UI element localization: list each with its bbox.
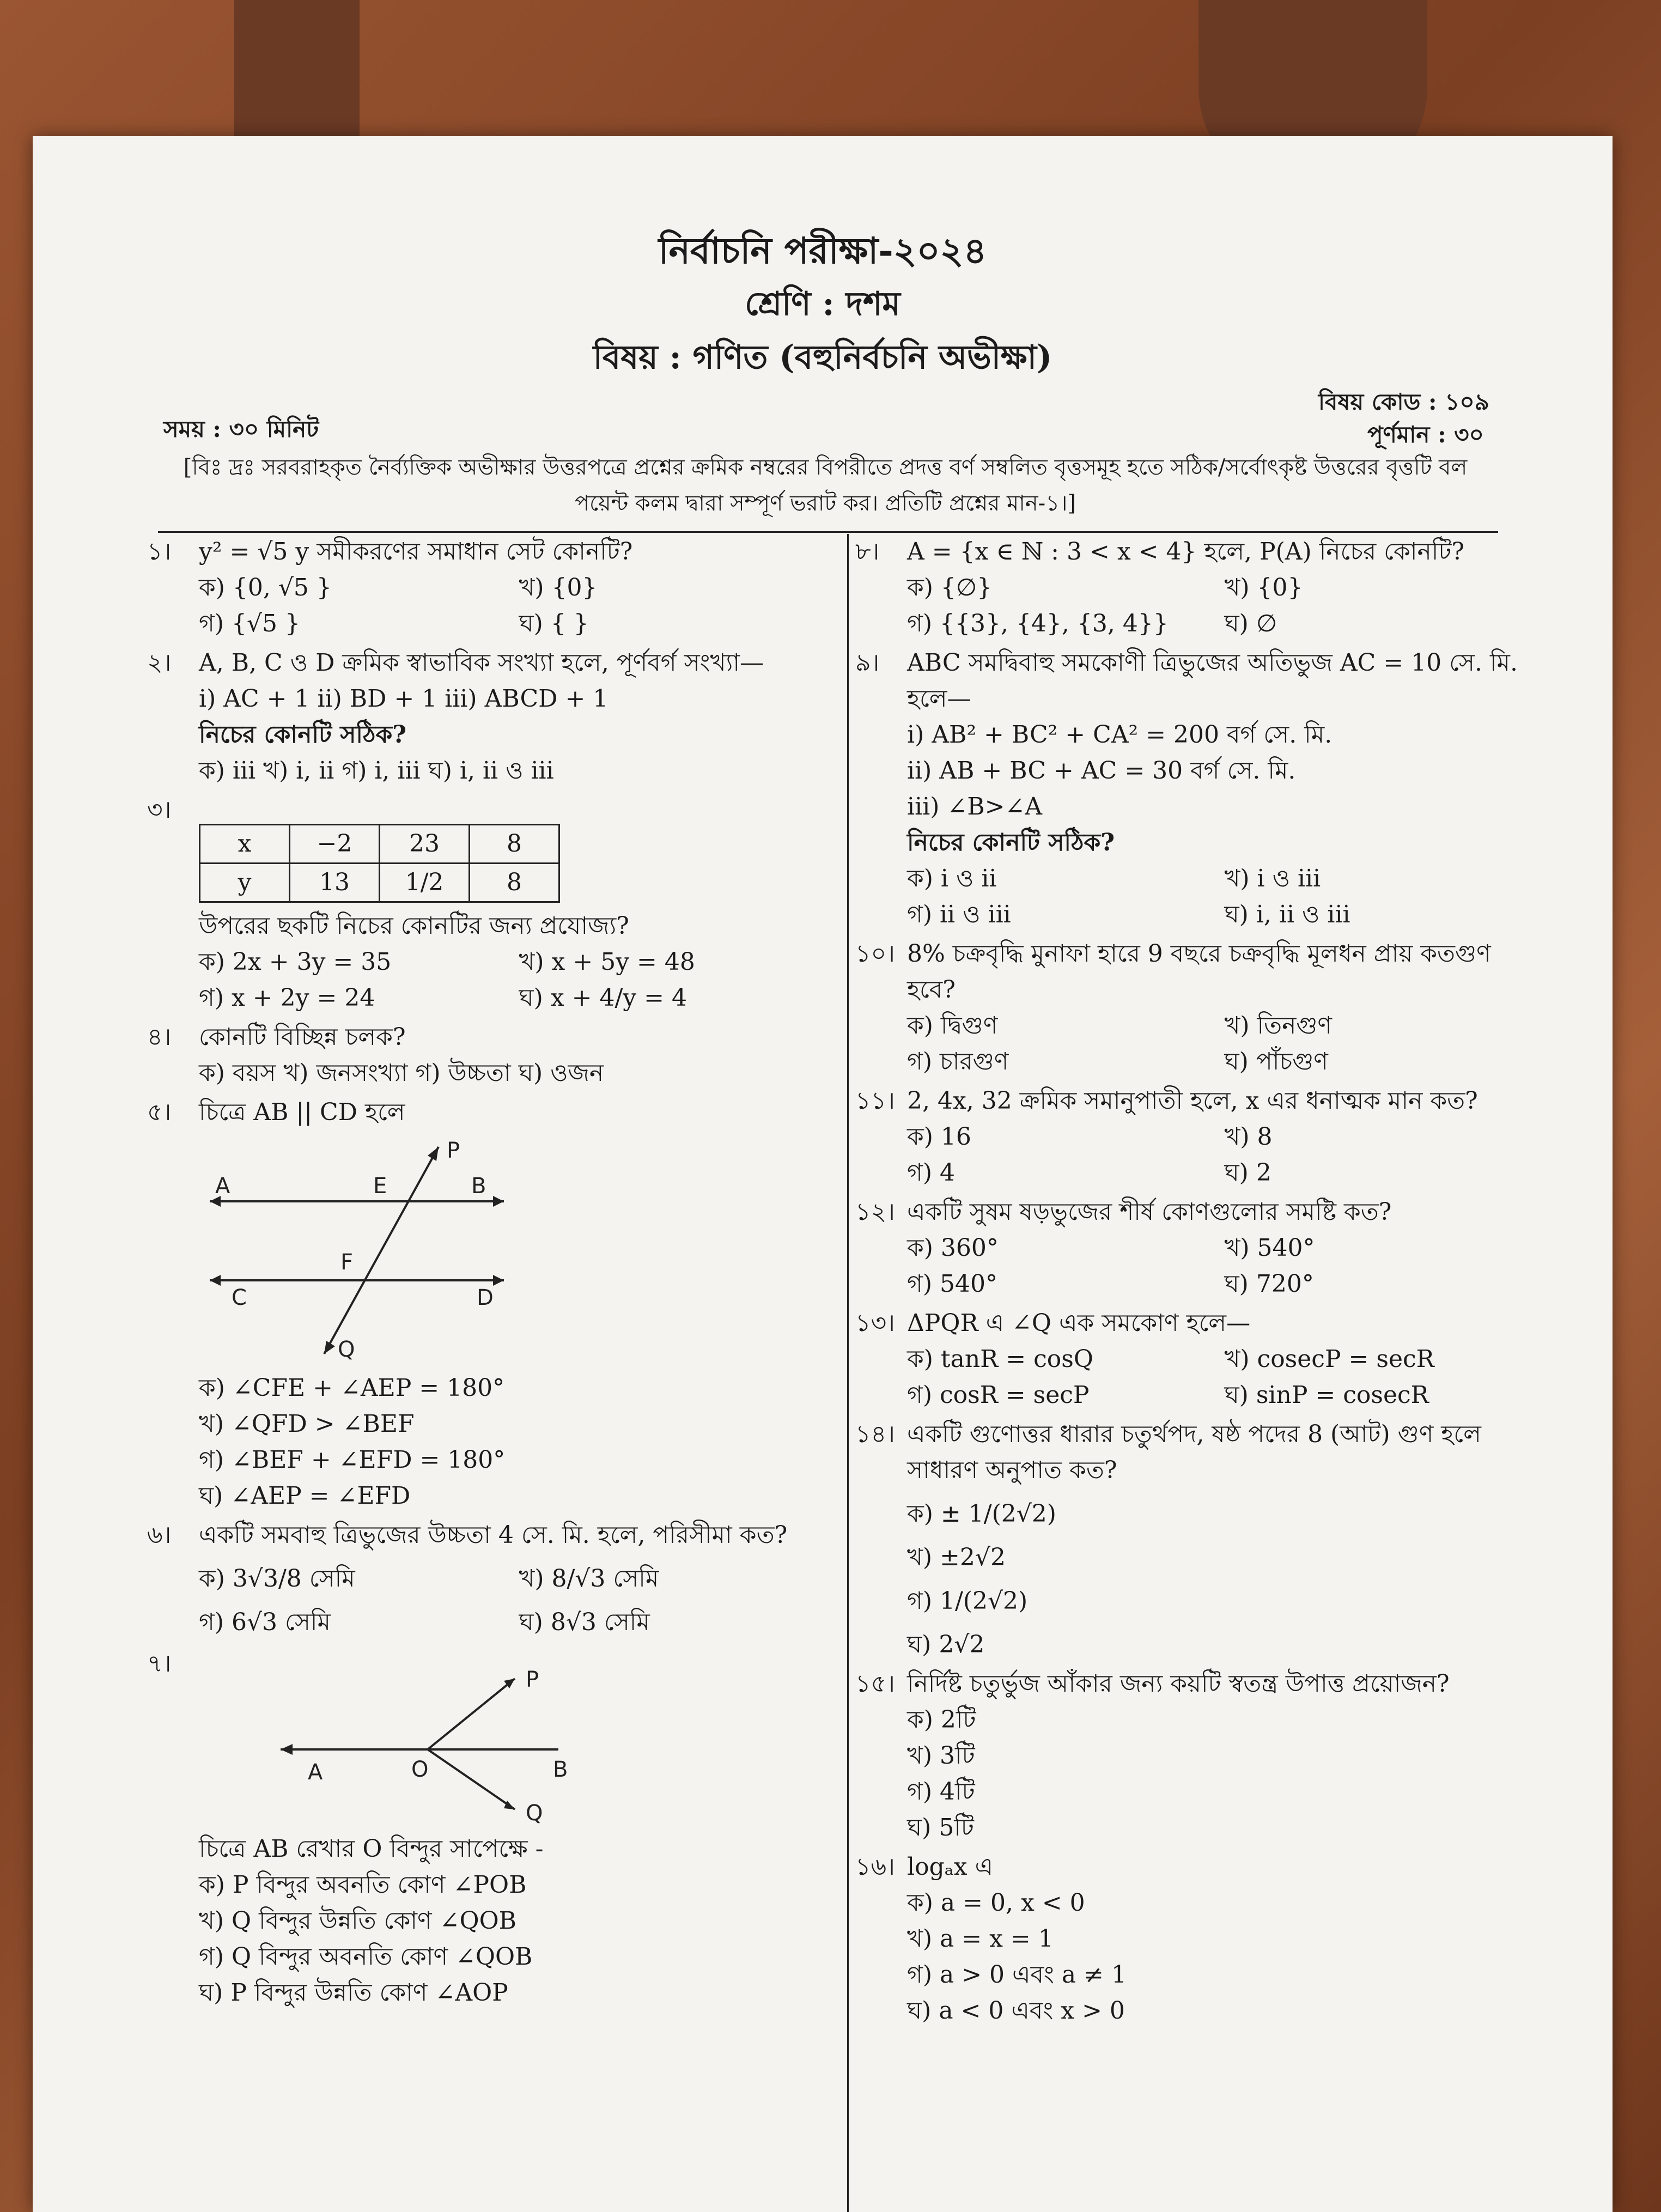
label-p: P [447, 1138, 460, 1163]
left-column [147, 534, 839, 2014]
options-line: ক) বয়স খ) জনসংখ্যা গ) উচ্চতা ঘ) ওজন [199, 1059, 604, 1087]
option-d: ঘ) P বিন্দুর উন্নতি কোণ ∠AOP [199, 1979, 508, 2007]
option-a: ক) দ্বিগুণ [907, 1012, 998, 1040]
options-line: ক) iii খ) i, ii গ) i, iii ঘ) i, ii ও iii [199, 757, 554, 785]
question-text: চিত্রে AB রেখার O বিন্দুর সাপেক্ষে - [199, 1835, 544, 1863]
option-b: খ) ±2√2 [907, 1543, 1006, 1571]
question-text: 8% চক্রবৃদ্ধি মুনাফা হারে 9 বছরে চক্রবৃদ্ধি মূলধন প্রায় কতগুণ হবে? [907, 940, 1491, 1004]
question-14 [855, 1417, 1542, 1663]
question-number: ১২। [855, 1198, 895, 1226]
option-c: গ) চারগুণ [907, 1048, 1009, 1075]
question-number: ৮। [855, 538, 880, 566]
option-d: ঘ) a < 0 এবং x > 0 [907, 1997, 1125, 2025]
option-a: ক) tanR = cosQ [907, 1345, 1093, 1373]
question-text: চিত্রে AB || CD হলে [199, 1098, 405, 1126]
question-text: logₐx এ [907, 1853, 993, 1881]
option-d: ঘ) 5টি [907, 1814, 974, 1842]
option-c: গ) ∠BEF + ∠EFD = 180° [199, 1446, 506, 1474]
question-7 [147, 1646, 839, 2011]
option-b: খ) 8 [1224, 1123, 1273, 1151]
option-d: ঘ) { } [519, 610, 589, 637]
right-column [855, 534, 1542, 2032]
label-e: E [373, 1174, 387, 1199]
statement-i: i) AB² + BC² + CA² = 200 বর্গ সে. মি. [907, 721, 1333, 749]
option-c: গ) a > 0 এবং a ≠ 1 [907, 1961, 1127, 1989]
option-a: ক) ∠CFE + ∠AEP = 180° [199, 1374, 505, 1402]
label-q: Q [338, 1337, 355, 1362]
option-a: ক) 16 [907, 1123, 971, 1151]
option-c: গ) x + 2y = 24 [199, 984, 375, 1012]
option-a: ক) 3√3/8 সেমি [199, 1565, 355, 1593]
option-d: ঘ) ∅ [1224, 610, 1277, 637]
option-c: গ) 6√3 সেমি [199, 1608, 331, 1636]
option-c: গ) ii ও iii [907, 901, 1011, 928]
table-cell: y [200, 864, 290, 902]
table-cell: x [200, 825, 290, 864]
table-cell: 8 [470, 825, 559, 864]
option-d: ঘ) x + 4/y = 4 [519, 984, 687, 1012]
option-d: ঘ) 2 [1224, 1159, 1271, 1187]
question-number: ১৩। [855, 1309, 895, 1337]
option-c: গ) 540° [907, 1270, 997, 1298]
option-a: ক) 360° [907, 1234, 999, 1262]
option-c: গ) Q বিন্দুর অবনতি কোণ ∠QOB [199, 1943, 533, 1971]
question-2 [147, 645, 839, 789]
label-f: F [340, 1250, 354, 1275]
option-b: খ) {0} [1224, 574, 1303, 601]
question-text: একটি সমবাহু ত্রিভুজের উচ্চতা 4 সে. মি. হলে, পরিসীমা কত? [199, 1521, 788, 1549]
option-d: ঘ) 720° [1224, 1270, 1314, 1298]
question-text: ABC সমদ্বিবাহু সমকোণী ত্রিভুজের অতিভুজ AC = 10 সে. মি. হলে— [907, 649, 1518, 713]
question-8 [855, 534, 1542, 642]
question-15 [855, 1666, 1542, 1846]
statements: i) AC + 1 ii) BD + 1 iii) ABCD + 1 [199, 685, 609, 713]
header-divider [158, 531, 1498, 533]
label-b: B [471, 1174, 486, 1199]
label-q: Q [526, 1801, 543, 1826]
option-b: খ) cosecP = secR [1224, 1345, 1434, 1373]
option-d: ঘ) sinP = cosecR [1224, 1381, 1429, 1409]
option-a: ক) ± 1/(2√2) [907, 1500, 1056, 1528]
label-o: O [411, 1757, 429, 1782]
option-d: ঘ) i, ii ও iii [1224, 901, 1350, 928]
exam-title: নির্বাচনি পরীক্ষা-২০২৪ [658, 229, 987, 272]
option-a: ক) a = 0, x < 0 [907, 1889, 1085, 1917]
question-number: ১৪। [855, 1420, 895, 1448]
label-a: A [215, 1174, 230, 1199]
question-13 [855, 1305, 1542, 1413]
option-b: খ) i ও iii [1224, 865, 1321, 892]
label-a: A [308, 1760, 323, 1785]
label-b: B [553, 1757, 568, 1782]
question-text: নির্দিষ্ট চতুর্ভুজ আঁকার জন্য কয়টি স্বতন্ত্র উপাত্ত প্রয়োজন? [907, 1670, 1450, 1698]
question-number: ৪। [147, 1023, 172, 1051]
question-text: একটি সুষম ষড়ভুজের শীর্ষ কোণগুলোর সমষ্টি কত? [907, 1198, 1392, 1226]
question-number: ৭। [147, 1650, 172, 1678]
question-number: ১৬। [855, 1853, 895, 1881]
question-text: 2, 4x, 32 ক্রমিক সমানুপাতী হলে, x এর ধনাত্মক মান কত? [907, 1087, 1478, 1115]
question-number: ১১। [855, 1087, 895, 1115]
question-ask: নিচের কোনটি সঠিক? [199, 721, 407, 749]
table-cell: 8 [470, 864, 559, 902]
label-p: P [526, 1667, 539, 1692]
question-text: A = {x ∈ ℕ : 3 < x < 4} হলে, P(A) নিচের কোনটি? [907, 538, 1464, 566]
question-3 [147, 792, 839, 1016]
option-b: খ) 3টি [907, 1742, 975, 1770]
question-number: ৯। [855, 649, 880, 677]
option-c: গ) {√5 } [199, 610, 300, 637]
question-6 [147, 1517, 839, 1640]
question-text: কোনটি বিচ্ছিন্ন চলক? [199, 1023, 406, 1051]
question-text: ΔPQR এ ∠Q এক সমকোণ হলে— [907, 1309, 1251, 1337]
subject-code: বিষয় কোড : ১০৯ [1318, 388, 1489, 415]
exam-paper [33, 136, 1613, 2212]
question-number: ৬। [147, 1521, 172, 1549]
question-10 [855, 936, 1542, 1080]
question-number: ১। [147, 538, 172, 566]
question-number: ৩। [147, 796, 172, 824]
full-marks: পূর্ণমান : ৩০ [1367, 421, 1484, 448]
elevation-angle-diagram [199, 1646, 591, 1826]
option-a: ক) P বিন্দুর অবনতি কোণ ∠POB [199, 1871, 527, 1899]
question-4 [147, 1019, 839, 1091]
label-c: C [232, 1285, 247, 1310]
statement-ii: ii) AB + BC + AC = 30 বর্গ সে. মি. [907, 757, 1296, 785]
question-text: উপরের ছকটি নিচের কোনটির জন্য প্রযোজ্য? [199, 912, 629, 940]
option-a: ক) 2x + 3y = 35 [199, 948, 392, 976]
column-divider [847, 534, 849, 2212]
option-b: খ) 8/√3 সেমি [519, 1565, 659, 1593]
option-d: ঘ) 8√3 সেমি [519, 1608, 650, 1636]
option-b: খ) 540° [1224, 1234, 1315, 1262]
class-line: শ্রেণি : দশম [745, 285, 901, 323]
option-d: ঘ) পাঁচগুণ [1224, 1048, 1328, 1075]
option-a: ক) {∅} [907, 574, 993, 601]
option-b: খ) x + 5y = 48 [519, 948, 695, 976]
option-b: খ) a = x = 1 [907, 1925, 1054, 1953]
option-c: গ) 4টি [907, 1778, 975, 1806]
question-number: ২। [147, 649, 172, 677]
time-label: সময় : ৩০ মিনিট [163, 416, 319, 442]
question-5 [147, 1095, 839, 1514]
statement-iii: iii) ∠B>∠A [907, 793, 1043, 821]
option-c: গ) {{3}, {4}, {3, 4}} [907, 610, 1169, 637]
question-ask: নিচের কোনটি সঠিক? [907, 829, 1115, 856]
table-cell: −2 [290, 825, 380, 864]
option-b: খ) তিনগুণ [1224, 1012, 1333, 1040]
question-text: একটি গুণোত্তর ধারার চতুর্থপদ, ষষ্ঠ পদের 8 (আট) গুণ হলে সাধারণ অনুপাত কত? [907, 1420, 1481, 1484]
option-b: খ) Q বিন্দুর উন্নতি কোণ ∠QOB [199, 1907, 516, 1935]
question-text: A, B, C ও D ক্রমিক স্বাভাবিক সংখ্যা হলে, পূর্ণবর্গ সংখ্যা— [199, 649, 764, 677]
question-number: ১৫। [855, 1670, 895, 1698]
table-cell: 1/2 [380, 864, 470, 902]
option-c: গ) cosR = secP [907, 1381, 1090, 1409]
question-9 [855, 645, 1542, 933]
option-a: ক) 2টি [907, 1706, 976, 1734]
data-table [199, 824, 560, 903]
label-d: D [477, 1285, 494, 1310]
option-a: ক) {0, √5 } [199, 574, 332, 601]
option-b: খ) {0} [519, 574, 598, 601]
question-number: ১০। [855, 940, 895, 968]
subject-line: বিষয় : গণিত (বহুনির্বচনি অভীক্ষা) [593, 338, 1052, 376]
question-11 [855, 1083, 1542, 1191]
parallel-lines-diagram [199, 1136, 526, 1365]
option-c: গ) 4 [907, 1159, 955, 1187]
question-12 [855, 1194, 1542, 1302]
question-16 [855, 1849, 1542, 2029]
option-a: ক) i ও ii [907, 865, 997, 892]
question-1 [147, 534, 839, 642]
option-b: খ) ∠QFD > ∠BEF [199, 1410, 415, 1438]
question-number: ৫। [147, 1098, 172, 1126]
instruction-text: [বিঃ দ্রঃ সরবরাহকৃত নৈর্ব্যক্তিক অভীক্ষার উত্তরপত্রে প্রশ্নের ক্রমিক নম্বরের বিপরীতে প্রদত্ত বর্ণ সম্বলিত বৃত্তসমূহ হতে সঠিক/সর্বোৎকৃষ্ট উত্তরের বৃত্তটি বল পয়েন্ট কলম দ্বারা সম্পূর্ণ ভরাট কর। প্রতিটি প্রশ্নের মান-১।] [183, 455, 1468, 516]
option-c: গ) 1/(2√2) [907, 1587, 1028, 1615]
table-cell: 13 [290, 864, 380, 902]
table-cell: 23 [380, 825, 470, 864]
option-d: ঘ) ∠AEP = ∠EFD [199, 1482, 411, 1510]
question-text: y² = √5 y সমীকরণের সমাধান সেট কোনটি? [199, 538, 633, 566]
option-d: ঘ) 2√2 [907, 1631, 985, 1658]
